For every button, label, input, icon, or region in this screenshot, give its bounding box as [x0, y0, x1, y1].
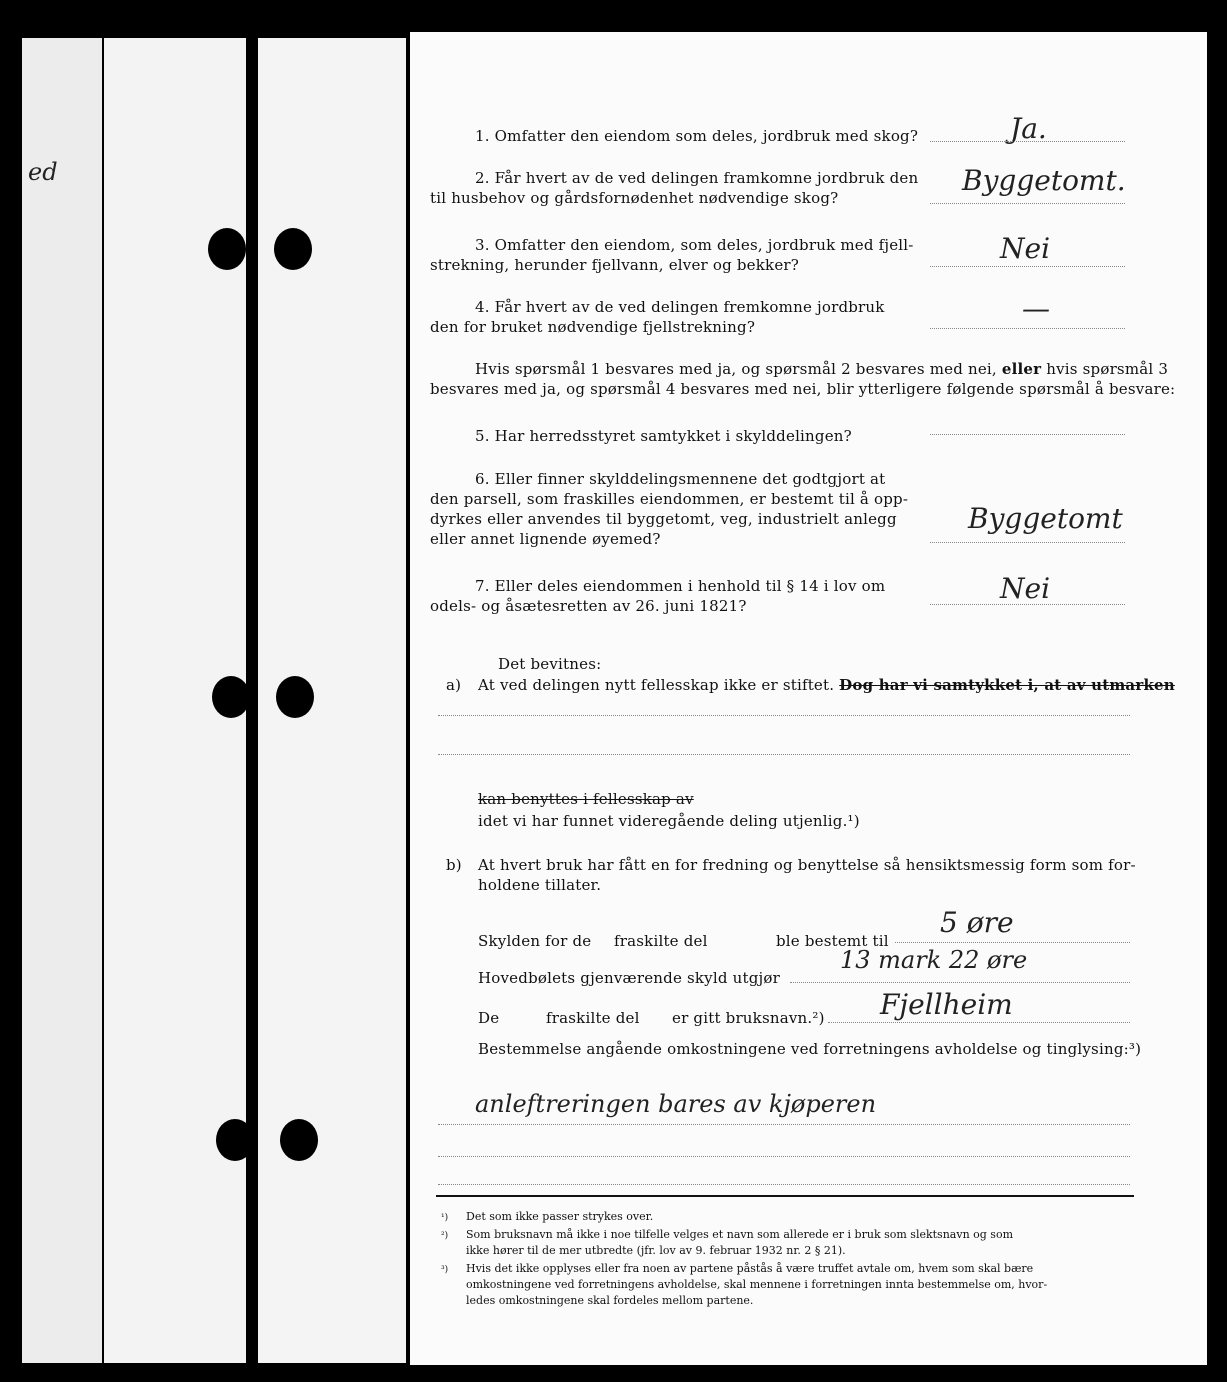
answer-2: Byggetomt.	[962, 164, 1126, 197]
punch-hole	[212, 676, 250, 718]
question-1: 1. Omfatter den eiendom som deles, jordbruk med skog?	[475, 127, 919, 145]
footnote-2-line2: ikke hører til de mer utbredte (jfr. lov av 9. februar 1932 nr. 2 § 21).	[466, 1244, 846, 1257]
answer-line	[930, 604, 1125, 605]
omkostning-label: Bestemmelse angående omkostningene ved forretningens avholdelse og tinglysing:³)	[478, 1040, 1142, 1058]
skyld-label-2: fraskilte del	[614, 932, 708, 950]
condition-line2: besvares med ja, og spørsmål 4 besvares med nei, blir ytterligere følgende spørsmål å besvare:	[430, 380, 1176, 398]
answer-line	[930, 542, 1125, 543]
question-5: 5. Har herredsstyret samtykket i skylddelingen?	[475, 427, 852, 445]
answer-line	[895, 942, 1130, 943]
footnote-1-number: ¹)	[441, 1213, 449, 1223]
footnote-rule	[436, 1195, 1134, 1197]
hoved-value: 13 mark 22 øre	[840, 946, 1028, 974]
certify-a-struck: Dog har vi samtykket i, at av utmarken	[839, 676, 1175, 694]
left-page-strip	[22, 38, 102, 1363]
punch-hole	[208, 228, 246, 270]
question-3-line2: strekning, herunder fjellvann, elver og bekker?	[430, 256, 800, 274]
answer-line	[930, 141, 1125, 142]
hoved-label: Hovedbølets gjenværende skyld utgjør	[478, 969, 780, 987]
answer-line	[930, 328, 1125, 329]
omkostning-value: anleftreringen bares av kjøperen	[475, 1090, 877, 1118]
question-6-line4: eller annet lignende øyemed?	[430, 530, 661, 548]
footnote-2-line1: Som bruksnavn må ikke i noe tilfelle velges et navn som allerede er i bruk som slektsnavn og som	[466, 1228, 1014, 1241]
blank-line	[438, 715, 1130, 716]
navn-value: Fjellheim	[880, 988, 1013, 1021]
footnote-3-line1: Hvis det ikke opplyses eller fra noen av partene påstås å være truffet avtale om, hvem som skal bære	[466, 1262, 1034, 1275]
condition-line1	[475, 360, 1168, 379]
answer-line	[930, 266, 1125, 267]
certify-a-text: At ved delingen nytt fellesskap ikke er stiftet.	[478, 676, 835, 694]
question-7-line1: 7. Eller deles eiendommen i henhold til § 14 i lov om	[475, 577, 886, 595]
question-3-line1: 3. Omfatter den eiendom, som deles, jordbruk med fjell-	[475, 236, 914, 254]
document-page	[410, 32, 1207, 1365]
footnote-3-number: ³)	[441, 1265, 449, 1275]
certify-a-line3: idet vi har funnet videregående deling utjenlig.¹)	[478, 812, 860, 830]
certify-a-label: a)	[446, 676, 462, 694]
blank-line	[438, 1156, 1130, 1157]
footnote-1: Det som ikke passer strykes over.	[466, 1210, 654, 1223]
margin-note: ed	[28, 158, 58, 186]
navn-label-1: De	[478, 1009, 500, 1027]
punch-hole	[276, 676, 314, 718]
question-7-line2: odels- og åsætesretten av 26. juni 1821?	[430, 597, 747, 615]
question-2-line1: 2. Får hvert av de ved delingen framkomne jordbruk den	[475, 169, 919, 187]
certify-b-line2: holdene tillater.	[478, 876, 602, 894]
skyld-label-1: Skylden for de	[478, 932, 592, 950]
footnote-2-number: ²)	[441, 1231, 449, 1241]
answer-4: —	[1022, 292, 1050, 325]
question-6-line1: 6. Eller finner skylddelingsmennene det godtgjort at	[475, 470, 886, 488]
question-6-line3: dyrkes eller anvendes til byggetomt, veg, industrielt anlegg	[430, 510, 897, 528]
navn-label-2: fraskilte del	[546, 1009, 640, 1027]
answer-line	[790, 982, 1130, 983]
answer-1: Ja.	[1010, 112, 1047, 145]
answer-line	[828, 1022, 1130, 1023]
punch-hole	[274, 228, 312, 270]
skyld-label-3: ble bestemt til	[776, 932, 889, 950]
answer-line	[930, 434, 1125, 435]
condition-text: hvis spørsmål 3	[1046, 360, 1169, 378]
question-4-line2: den for bruket nødvendige fjellstrekning?	[430, 318, 756, 336]
question-4-line1: 4. Får hvert av de ved delingen fremkomne jordbruk	[475, 298, 885, 316]
answer-line	[438, 1124, 1130, 1125]
skyld-value: 5 øre	[940, 906, 1014, 939]
answer-6: Byggetomt	[968, 502, 1123, 535]
question-2-line2: til husbehov og gårdsfornødenhet nødvendige skog?	[430, 189, 839, 207]
question-6-line2: den parsell, som fraskilles eiendommen, er bestemt til å opp-	[430, 490, 909, 508]
punch-hole	[216, 1119, 254, 1161]
certify-b-line1: At hvert bruk har fått en for fredning og benyttelse så hensiktsmessig form som for-	[478, 856, 1136, 874]
answer-7: Nei	[1000, 572, 1051, 605]
certify-a-line1	[478, 676, 1175, 695]
answer-line	[930, 203, 1125, 204]
certify-b-label: b)	[446, 856, 462, 874]
certify-a-line2: kan benyttes i fellesskap av	[478, 790, 694, 808]
punch-hole	[280, 1119, 318, 1161]
condition-bold: eller	[1001, 360, 1042, 378]
footnote-3-line2: omkostningene ved forretningens avholdelse, skal mennene i forretningen innta bestemmelse om, hvor-	[466, 1278, 1048, 1291]
certify-heading: Det bevitnes:	[498, 655, 602, 673]
condition-text: Hvis spørsmål 1 besvares med ja, og spørsmål 2 besvares med nei,	[475, 360, 997, 378]
blank-line	[438, 1184, 1130, 1185]
answer-3: Nei	[1000, 232, 1051, 265]
blank-line	[438, 754, 1130, 755]
navn-label-3: er gitt bruksnavn.²)	[672, 1009, 825, 1027]
footnote-3-line3: ledes omkostningene skal fordeles mellom partene.	[466, 1294, 754, 1307]
